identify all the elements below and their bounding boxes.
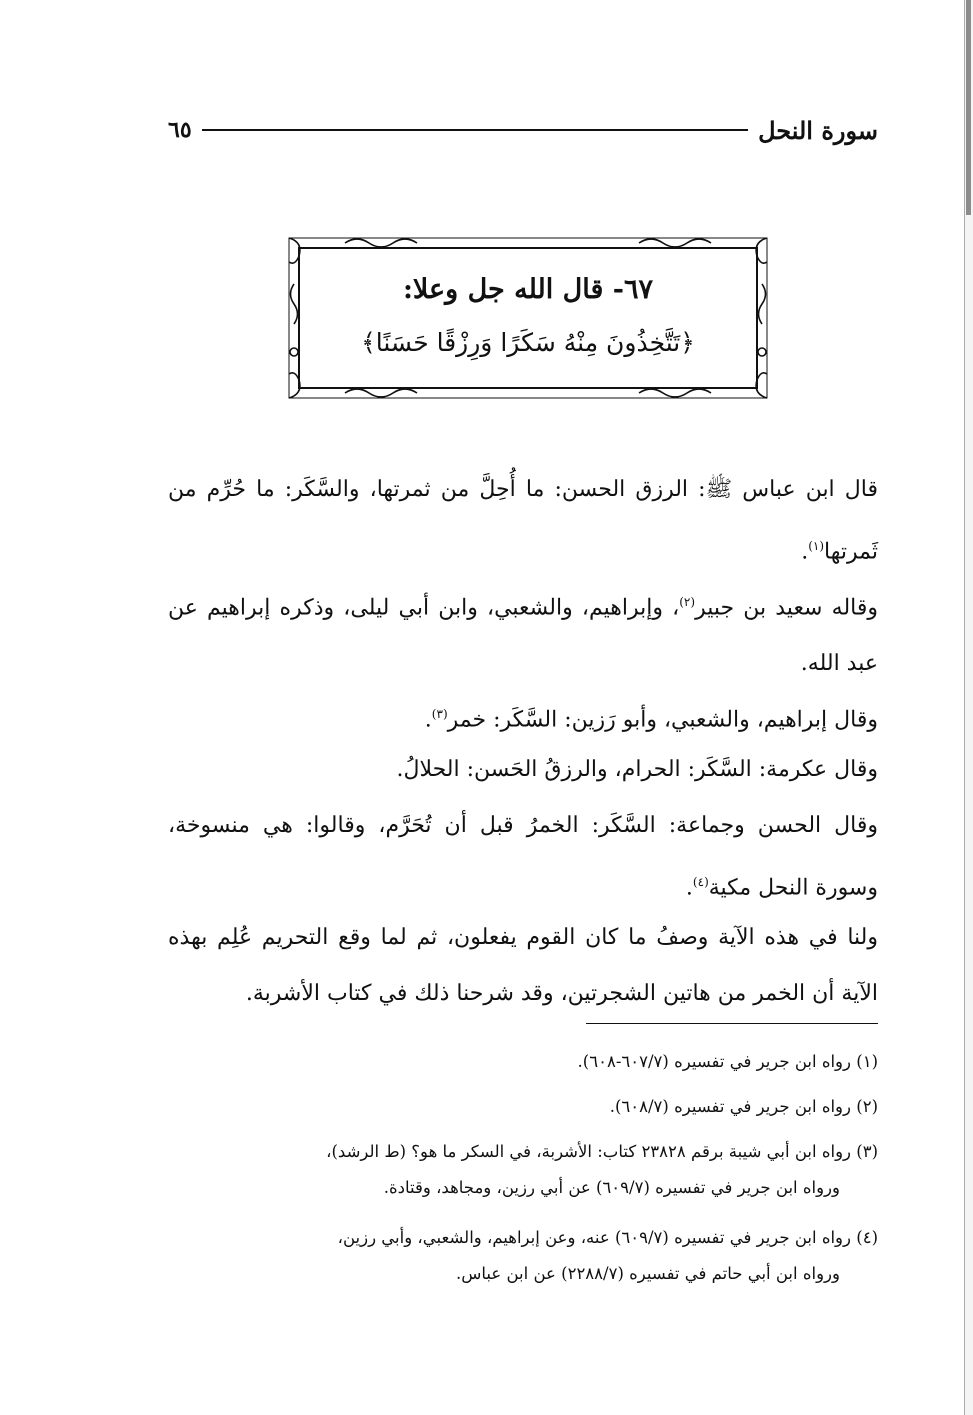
footnote-line: (٣) رواه ابن أبي شيبة برقم ٢٣٨٢٨ كتاب: الأشربة، في السكر ما هو؟ (ط الرشد)، [326,1142,878,1161]
footnote-ref[interactable]: (٣) [431,707,448,721]
scrollbar[interactable] [964,0,973,1415]
footnote-1: (١) رواه ابن جرير في تفسيره (٦٠٧/٧-٦٠٨). [577,1052,878,1071]
paragraph-text: قال ابن عباس ﷺ: الرزق الحسن: ما أُحِلَّ من ثمرتها، والسَّكَر: ما حُرِّم من ثَمرتها [168,477,878,565]
footnote-separator [586,1023,878,1024]
page-header [168,112,878,148]
paragraph-text: وقال عكرمة: السَّكَر: الحرام، والرزقُ الحَسن: الحلالُ. [396,757,878,782]
paragraph-ibn-jubayr [168,574,878,692]
verse-frame [285,234,771,402]
paragraph-hasan: وقال الحسن وجماعة: السَّكَر: الخمرُ قبل أن تُحَرَّم، وقالوا: هي منسوخة، وسورة النحل مكية$^{(٤)}$. [168,813,878,901]
footnote-line: ورواه ابن أبي حاتم في تفسيره (٢٢٨٨/٧) عن ابن عباس. [456,1264,840,1283]
paragraph-ikrima [168,742,878,798]
footnote-line: ورواه ابن جرير في تفسيره (٦٠٩/٧) عن أبي رزين، ومجاهد، وقتادة. [383,1178,840,1197]
paragraph-text: وقال الحسن وجماعة: السَّكَر: الخمرُ قبل أن تُحَرَّم، وقالوا: هي منسوخة، وسورة النحل مكية [168,813,878,901]
paragraph-text: وقاله سعيد بن جبير [695,595,878,621]
page-number: ٦٥ [168,117,192,143]
footnote-ref[interactable]: (٤) [692,875,709,889]
surah-title: سورة النحل [758,115,878,145]
verse-heading: ٦٧- قال الله جل وعلا: [402,274,654,305]
paragraph-text: وقال إبراهيم، والشعبي، وأبو رَزين: السَّكَر: خمر [447,707,878,733]
footnote-3 [168,1134,878,1206]
quran-verse: ﴿تَتَّخِذُونَ مِنْهُ سَكَرًا وَرِزْقًا حَسَنًا﴾ [361,328,695,357]
footnote-2: (٢) رواه ابن جرير في تفسيره (٦٠٨/٧). [609,1097,878,1116]
footnote-ref[interactable]: (١) [808,539,825,553]
scrollbar-thumb[interactable] [966,0,971,215]
paragraph-conclusion [168,910,878,1022]
footnote-line: (٤) رواه ابن جرير في تفسيره (٦٠٩/٧) عنه، وعن إبراهيم، والشعبي، وأبي رزين، [337,1228,878,1247]
footnote-ref[interactable]: (٢) [679,595,696,609]
footnote-4 [168,1220,878,1292]
header-rule [202,129,748,131]
paragraph-text: ، وإبراهيم، والشعبي، وابن أبي ليلى، وذكره إبراهيم عن عبد الله. [168,595,878,677]
paragraph-text: ولنا في هذه الآية وصفُ ما كان القوم يفعلون، ثم لما وقع التحريم عُلِم بهذه الآية أن الخمر من هاتين الشجرتين، وقد شرحنا ذلك في كتاب الأشربة. [168,925,878,1006]
paragraph-ibn-abbas: قال ابن عباس ﷺ: الرزق الحسن: ما أُحِلَّ من ثمرتها، والسَّكَر: ما حُرِّم من ثَمرتها$^{(١)}$. [168,477,878,565]
ornamental-border-icon [285,234,771,402]
paragraph-ibrahim: وقال إبراهيم، والشعبي، وأبو رَزين: السَّكَر: خمر$^{(٣)}$. [424,707,878,733]
